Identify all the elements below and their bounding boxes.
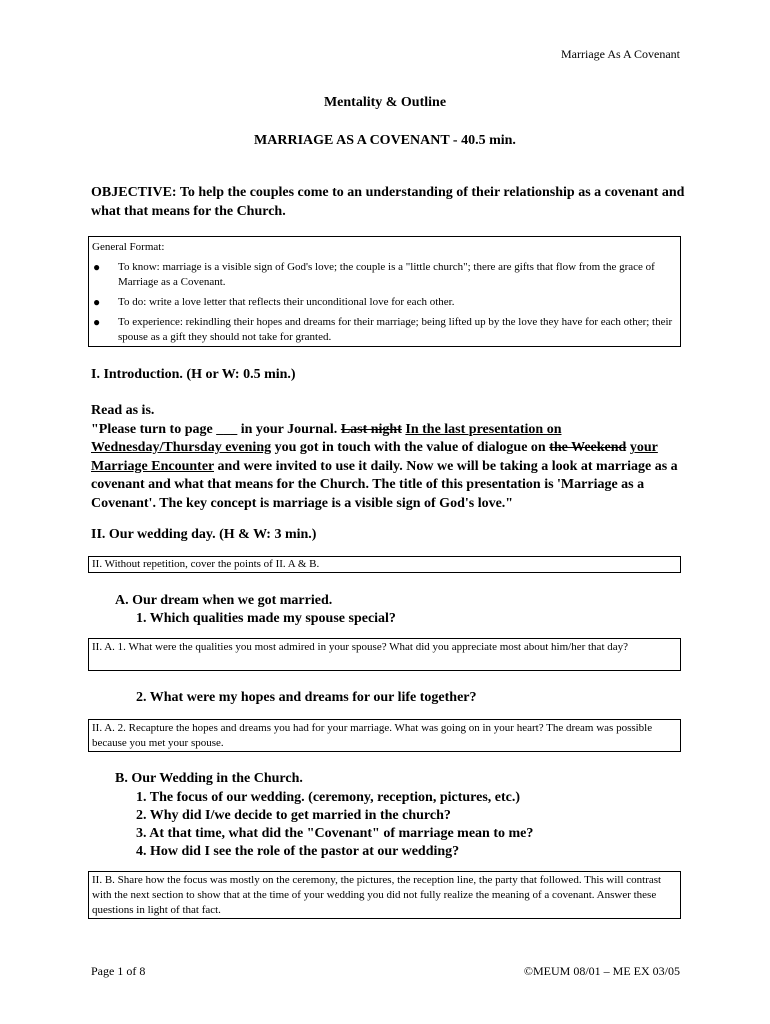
read-as-is-label: Read as is. [91, 403, 155, 418]
list-item [92, 315, 677, 345]
objective-statement: OBJECTIVE: To help the couples come to an understanding of their relationship as a covenant and what that means for the Church. [91, 185, 685, 219]
subsection-b-heading: B. Our Wedding in the Church. [115, 771, 303, 786]
section-1-heading: I. Introduction. (H or W: 0.5 min.) [91, 367, 296, 382]
question-b3: 3. At that time, what did the "Covenant" of marriage mean to me? [136, 826, 534, 841]
note-box-a2: II. A. 2. Recapture the hopes and dreams you had for your marriage. What was going on in your heart? The dream was possible because you met your spouse. [88, 719, 681, 752]
page-number: Page 1 of 8 [91, 964, 146, 978]
section-2-heading: II. Our wedding day. (H & W: 3 min.) [91, 527, 317, 542]
bullet-icon: ● [93, 260, 101, 274]
inserted-text: your Marriage Encounter [91, 440, 658, 474]
question-a1: 1. Which qualities made my spouse special? [136, 611, 396, 626]
struck-text: Last night [340, 421, 402, 437]
note-box-b: II. B. Share how the focus was mostly on the ceremony, the pictures, the reception line, the party that followed. This will contrast with the next section to show that at the time of your wedding you did not fully realize the meaning of a covenant. Answer these questions in light of that fact. [88, 871, 681, 919]
general-format-box [88, 236, 681, 347]
note-box-a1: II. A. 1. What were the qualities you most admired in your spouse? What did you appreciate most about him/her that day? [88, 638, 681, 671]
section-2-note-box: II. Without repetition, cover the points of II. A & B. [88, 556, 681, 573]
intro-quote [91, 421, 686, 514]
list-item [92, 260, 677, 290]
bullet-icon: ● [93, 315, 101, 329]
question-b1: 1. The focus of our wedding. (ceremony, reception, pictures, etc.) [136, 790, 521, 805]
question-b2: 2. Why did I/we decide to get married in the church? [136, 808, 451, 823]
bullet-text: To do: write a love letter that reflects their unconditional love for each other. [118, 296, 455, 308]
running-header: Marriage As A Covenant [561, 47, 680, 61]
list-item [92, 295, 677, 310]
question-a2: 2. What were my hopes and dreams for our life together? [136, 690, 477, 705]
quote-text: and were invited to use it daily. Now we will be taking a look at marriage as a covenant and what that means for the Church. The title of this presentation is 'Marriage as a Covenant'. The key concept is marriage is a visible sign of God's love." [91, 458, 678, 511]
quote-text: you got in touch with the value of dialogue on [271, 440, 550, 455]
general-format-heading: General Format: [92, 241, 165, 253]
question-b4: 4. How did I see the role of the pastor at our wedding? [136, 844, 460, 859]
subsection-a-heading: A. Our dream when we got married. [115, 593, 333, 608]
bullet-icon: ● [93, 295, 101, 309]
intro-script [91, 402, 686, 513]
bullet-text: To experience: rekindling their hopes and dreams for their marriage; being lifted up by the love they have for each other; their spouse as a gift they should not take for granted. [118, 316, 673, 343]
document-code: ©MEUM 08/01 – ME EX 03/05 [523, 964, 680, 978]
quote-text: "Please turn to page ___ in your Journal. [91, 421, 341, 437]
document-title: Mentality & Outline [323, 95, 447, 110]
presentation-title: MARRIAGE AS A COVENANT - 40.5 min. [254, 133, 516, 148]
inserted-text: In the last presentation on Wednesday/Thursday evening [91, 421, 562, 455]
struck-text: the Weekend [549, 440, 627, 455]
bullet-text: To know: marriage is a visible sign of God's love; the couple is a "little church"; there are gifts that flow from the grace of Marriage as a Covenant. [118, 261, 655, 288]
